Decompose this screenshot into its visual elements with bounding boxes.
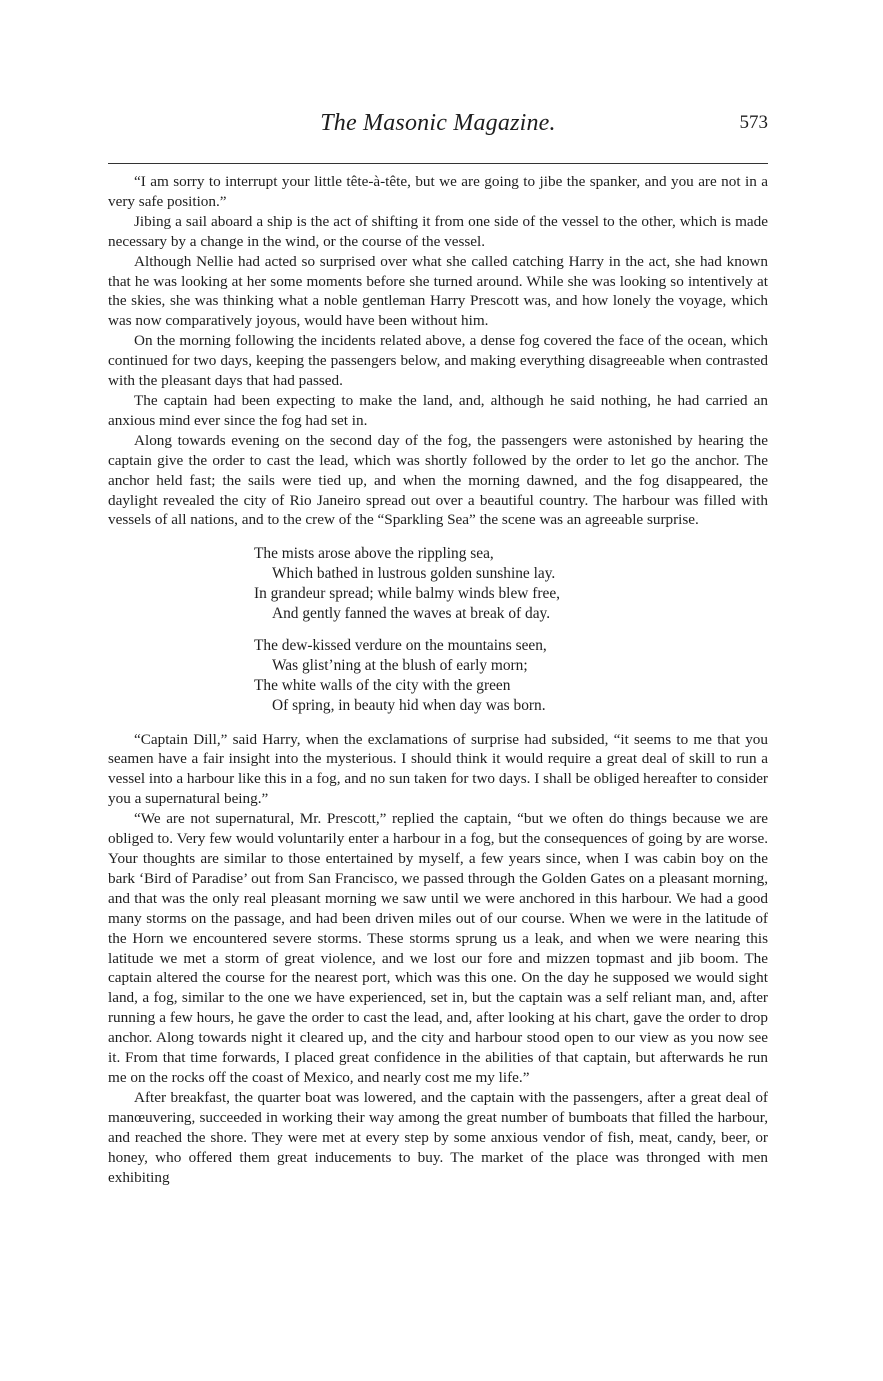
article-body (108, 172, 768, 1187)
poem-stanza (254, 544, 768, 624)
paragraph: On the morning following the incidents related above, a dense fog covered the face of the ocean, which continued for two days, keeping the passengers below, and making everything disagreeable when contrasted with the pleasant days that had passed. (108, 332, 768, 390)
poem-stanza (254, 636, 768, 716)
poem (254, 544, 768, 715)
poem-line: Of spring, in beauty hid when day was born. (272, 696, 546, 714)
paragraph: Jibing a sail aboard a ship is the act of shifting it from one side of the vessel to the other, which is made necessary by a change in the wind, or the course of the vessel. (108, 212, 768, 250)
running-title: The Masonic Magazine. (320, 110, 556, 136)
paragraph: Although Nellie had acted so surprised over what she called catching Harry in the act, she had known that he was looking at her some moments before she turned around. While she was looking so intentively at the skies, she was thinking what a noble gentleman Harry Prescott was, and how lonely the voyage, which was now comparatively joyous, would have been without him. (108, 252, 768, 330)
paragraph: After breakfast, the quarter boat was lowered, and the captain with the passengers, after a great deal of manœuvering, succeeded in working their way among the great number of bumboats that filled the harbour, and reached the shore. They were met at every step by some anxious vendor of fish, meat, candy, beer, or honey, who offered them great inducements to buy. The market of the place was thronged with men exhibiting (108, 1088, 768, 1186)
poem-line: Was glist’ning at the blush of early morn; (272, 656, 528, 674)
poem-line: In grandeur spread; while balmy winds blew free, (254, 585, 561, 603)
paragraph: “Captain Dill,” said Harry, when the exclamations of surprise had subsided, “it seems to me that you seamen have a fair insight into the mysterious. I should think it would require a great deal of skill to run a vessel into a harbour like this in a fog, and no sun taken for two days. I shall be obliged hereafter to consider you a supernatural being.” (108, 730, 768, 808)
page-header (108, 108, 768, 138)
poem-line: The white walls of the city with the green (254, 676, 511, 694)
page-number: 573 (739, 112, 768, 133)
header-rule (108, 163, 768, 164)
poem-line: The dew-kissed verdure on the mountains seen, (254, 636, 547, 654)
poem-line: And gently fanned the waves at break of day. (272, 605, 551, 623)
poem-line: Which bathed in lustrous golden sunshine lay. (272, 565, 556, 583)
paragraph: Along towards evening on the second day of the fog, the passengers were astonished by hearing the captain give the order to cast the lead, which was shortly followed by the order to let go the anchor. The anchor held fast; the sails were tied up, and when the morning dawned, and the fog disappeared, the daylight revealed the city of Rio Janeiro spread out over a beautiful country. The harbour was filled with vessels of all nations, and to the crew of the “Sparkling Sea” the scene was an agreeable surprise. (108, 431, 768, 529)
paragraph: “I am sorry to interrupt your little tête-à-tête, but we are going to jibe the spanker, and you are not in a very safe position.” (108, 173, 768, 210)
paragraph: “We are not supernatural, Mr. Prescott,” replied the captain, “but we often do things because we are obliged to. Very few would voluntarily enter a harbour in a fog, but the consequences of going by are worse. Your thoughts are similar to those entertained by myself, a few years since, when I was cabin boy on the bark ‘Bird of Paradise’ out from San Francisco, we passed through the Golden Gates on a pleasant morning, and that was the only real pleasant morning we saw until we were anchored in this harbour. We had a good many storms on the passage, and had been driven miles out of our course. When we were in the latitude of the Horn we encountered severe storms. These storms sprung us a leak, and when we were nearing this latitude we met a storm of great violence, and we lost our fore and mizzen topmast and jib boom. The captain altered the course for the nearest port, which was this one. On the day he supposed we would sight land, a fog, similar to the one we have experienced, set in, but the captain was a self reliant man, and, after running a few hours, he gave the order to cast the lead, and, after looking at his chart, gave the order to drop anchor. Along towards night it cleared up, and the city and harbour stood open to our view as you now see it. From that time forwards, I placed great confidence in the abilities of that captain, but afterwards he run me on the rocks off the coast of Mexico, and nearly cost me my life.” (108, 810, 768, 1086)
paragraph: The captain had been expecting to make the land, and, although he said nothing, he had carried an anxious mind ever since the fog had set in. (108, 391, 768, 429)
poem-line: The mists arose above the rippling sea, (254, 545, 494, 563)
